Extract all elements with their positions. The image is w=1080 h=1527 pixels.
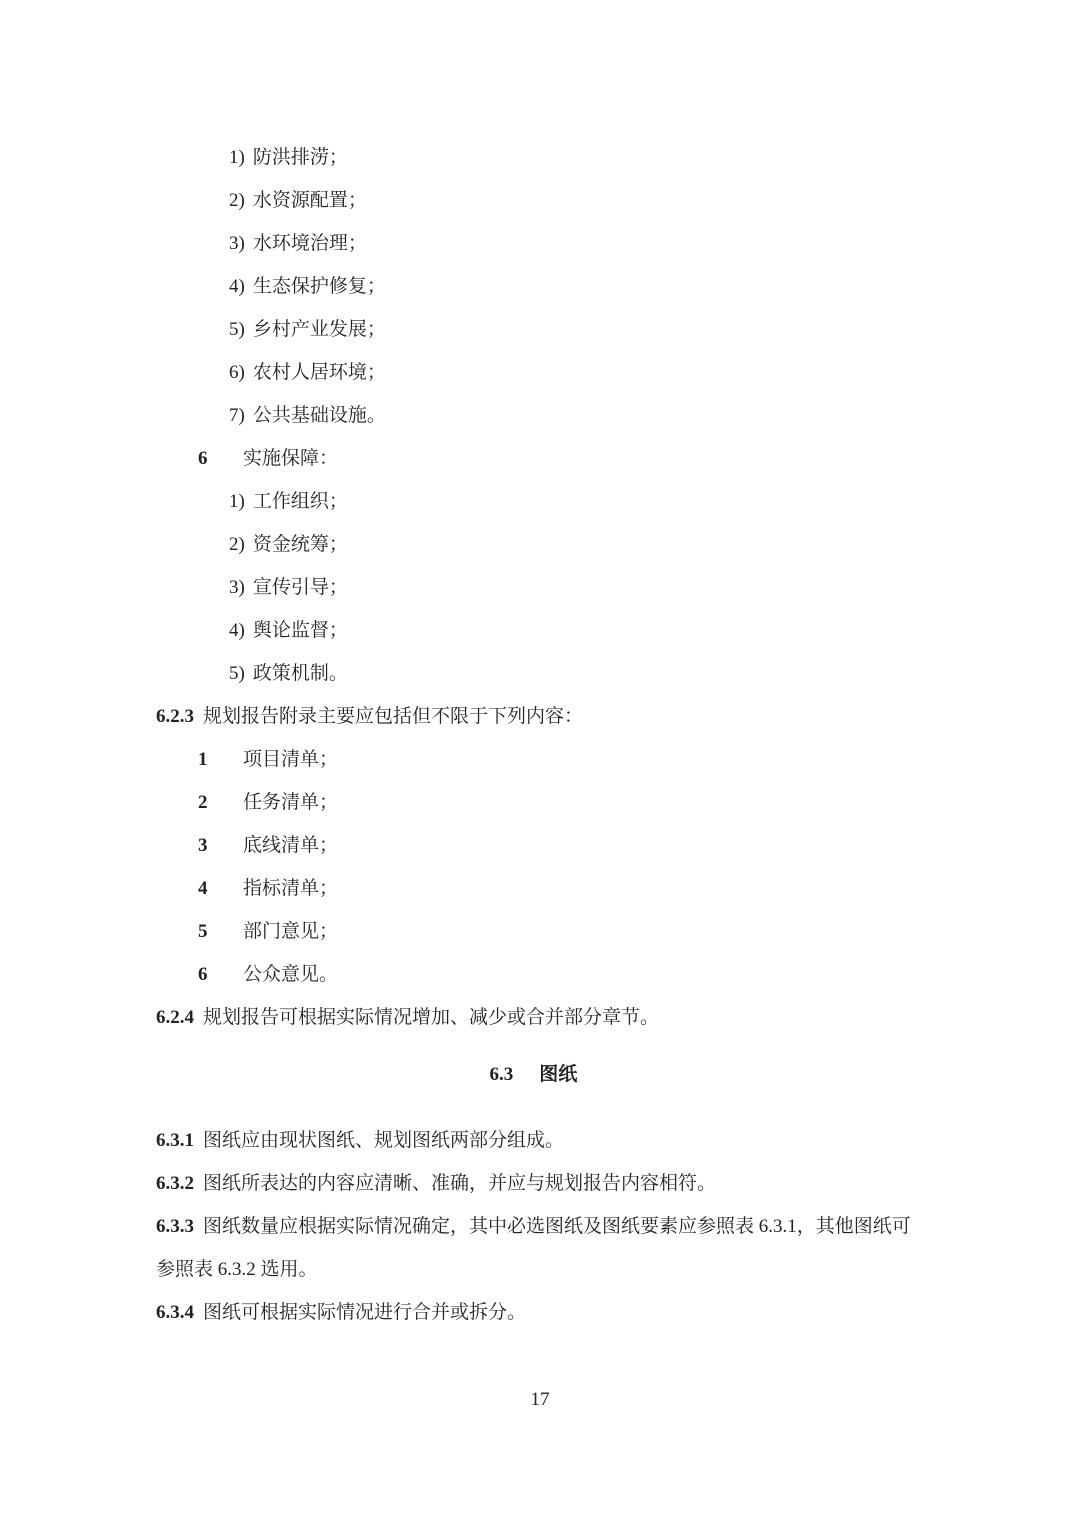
list-item (156, 953, 911, 996)
list-item (156, 738, 911, 781)
clause-number: 6.3.2 (156, 1173, 194, 1194)
list-item (156, 265, 911, 308)
list-item-marker: 2) (229, 190, 245, 211)
clause-6-3-2 (156, 1162, 911, 1205)
page-number: 17 (530, 1389, 550, 1410)
list-item-number: 2 (198, 792, 208, 813)
clause-6-2-4 (156, 996, 911, 1039)
list-item-number: 6 (198, 964, 208, 985)
list-item-number: 5 (198, 921, 208, 942)
list-item-marker: 4) (229, 620, 245, 641)
list-item-marker: 1) (229, 491, 245, 512)
list-item-6 (156, 437, 911, 480)
list-item (156, 566, 911, 609)
document-body (156, 136, 911, 1334)
list-item-number: 6 (198, 448, 208, 469)
list-item-marker: 5) (229, 663, 245, 684)
list-item-text: 实施保障： (243, 448, 339, 469)
clause-6-3-1 (156, 1119, 911, 1162)
clause-6-3-3 (156, 1205, 911, 1291)
clause-number: 6.3.4 (156, 1302, 194, 1323)
list-item (156, 652, 911, 695)
list-item-marker: 3) (229, 577, 245, 598)
clause-number: 6.2.3 (156, 706, 194, 727)
list-item-marker: 1) (229, 147, 245, 168)
list-item (156, 867, 911, 910)
list-item-number: 1 (198, 749, 208, 770)
clause-line (156, 1205, 911, 1248)
list-item-text: 指标清单； (243, 878, 339, 899)
list-item (156, 179, 911, 222)
section-heading-6-3 (156, 1053, 911, 1096)
list-item-number: 3 (198, 835, 208, 856)
clause-text: 图纸所表达的内容应清晰、准确，并应与规划报告内容相符。 (203, 1173, 717, 1194)
clause-text: 图纸应由现状图纸、规划图纸两部分组成。 (203, 1130, 565, 1151)
list-item-text: 宣传引导； (252, 577, 348, 598)
clause-text: 规划报告可根据实际情况增加、减少或合并部分章节。 (203, 1007, 660, 1028)
list-item (156, 222, 911, 265)
list-item-marker: 6) (229, 362, 245, 383)
list-item-number: 4 (198, 878, 208, 899)
list-item (156, 523, 911, 566)
list-item (156, 824, 911, 867)
list-item-marker: 2) (229, 534, 245, 555)
list-item-marker: 3) (229, 233, 245, 254)
list-item-text: 资金统筹； (252, 534, 348, 555)
list-item-text: 农村人居环境； (252, 362, 386, 383)
clause-line: 参照表 6.3.2 选用。 (156, 1259, 318, 1280)
section-title: 图纸 (539, 1064, 578, 1085)
list-item-text: 防洪排涝； (252, 147, 348, 168)
list-item-marker: 5) (229, 319, 245, 340)
list-item-text: 项目清单； (243, 749, 339, 770)
clause-text: 图纸可根据实际情况进行合并或拆分。 (203, 1302, 527, 1323)
list-item (156, 609, 911, 652)
list-item-text: 政策机制。 (252, 663, 348, 684)
list-item (156, 351, 911, 394)
list-item-text: 工作组织； (252, 491, 348, 512)
list-item-text: 公众意见。 (243, 964, 339, 985)
list-item (156, 308, 911, 351)
list-item (156, 910, 911, 953)
list-item-text: 公共基础设施。 (252, 405, 386, 426)
clause-6-3-4 (156, 1291, 911, 1334)
list-item (156, 480, 911, 523)
list-item-text: 乡村产业发展； (252, 319, 386, 340)
list-item (156, 394, 911, 437)
list-item-text: 水环境治理； (252, 233, 367, 254)
list-item-text: 舆论监督； (252, 620, 348, 641)
list-item-text: 任务清单； (243, 792, 339, 813)
section-number: 6.3 (489, 1064, 514, 1085)
list-item-text: 部门意见； (243, 921, 339, 942)
clause-number: 6.3.3 (156, 1216, 194, 1237)
clause-text: 图纸数量应根据实际情况确定，其中必选图纸及图纸要素应参照表 6.3.1，其他图纸可 (203, 1216, 911, 1237)
clause-number: 6.2.4 (156, 1007, 194, 1028)
clause-6-2-3 (156, 695, 911, 738)
list-item-text: 生态保护修复； (252, 276, 386, 297)
list-item (156, 781, 911, 824)
list-item-marker: 4) (229, 276, 245, 297)
list-item-text: 水资源配置； (252, 190, 367, 211)
clause-number: 6.3.1 (156, 1130, 194, 1151)
list-item-marker: 7) (229, 405, 245, 426)
list-item (156, 136, 911, 179)
clause-text: 规划报告附录主要应包括但不限于下列内容： (203, 706, 584, 727)
list-item-text: 底线清单； (243, 835, 339, 856)
